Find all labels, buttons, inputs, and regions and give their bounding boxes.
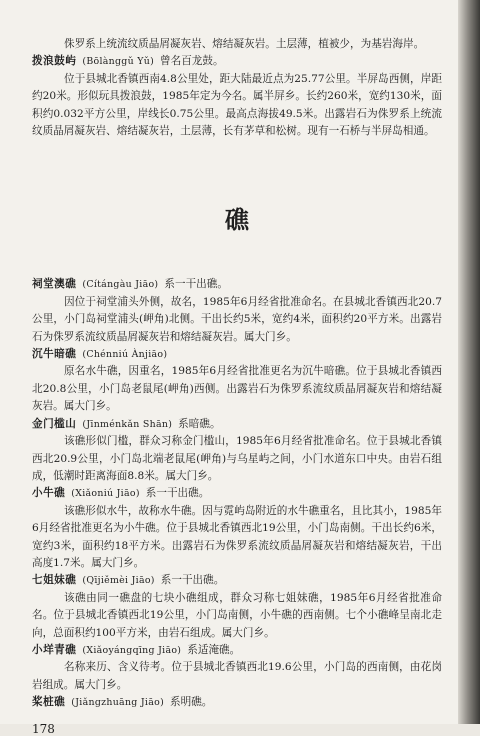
entry-head	[32, 572, 442, 589]
entry-body: 该礁由同一礁盘的七块小礁组成，群众习称七姐妹礁，1985年6月经省批准命名。位于县城北香镇西北19公里，小门岛南侧，小牛礁的西南侧。七个小礁峰呈南北走向，总面积约100平方米，由岩石组成。属大门乡。	[32, 591, 442, 639]
entry-jiang-zhuang	[32, 694, 442, 711]
entry-pinyin: (Qījiěmèi Jiāo)	[82, 575, 155, 587]
entry-pinyin: (Jīnménkǎn Shān)	[82, 418, 173, 430]
entry-head	[32, 485, 442, 502]
entry-pinyin: (Xiǎoniú Jiāo)	[71, 488, 140, 500]
entry-headword: 七姐妹礁	[32, 574, 77, 587]
entry-headword: 沉牛暗礁	[32, 348, 77, 361]
entry-headword: 小垟青礁	[32, 643, 77, 656]
entry-pinyin: (Xiǎoyángqīng Jiāo)	[82, 644, 182, 656]
entry-note: 系适淹礁。	[187, 643, 241, 656]
entry-qi-jie-mei	[32, 572, 442, 642]
entry-head	[32, 642, 442, 659]
entry-head	[32, 276, 442, 293]
entry-ci-tang	[32, 276, 442, 346]
entry-note: 系暗礁。	[178, 417, 221, 430]
spacer	[32, 248, 442, 276]
entry-note: 系一干出礁。	[160, 574, 225, 587]
book-spine-shadow	[458, 0, 480, 724]
section-title: 礁	[225, 206, 249, 235]
entry-pinyin: (Bōlànggǔ Yǔ)	[82, 56, 155, 68]
entry-note: 系明礁。	[170, 696, 213, 709]
entry-headword: 拨浪鼓屿	[32, 55, 77, 68]
entry-pinyin: (Chénniú Ànjiāo)	[82, 349, 168, 361]
entry-pinyin: (Cítángàu Jiāo)	[82, 279, 159, 291]
intro-tail-text: 侏罗系上统流纹质晶屑凝灰岩、熔结凝灰岩。土层薄，植被少，为基岩海岸。	[64, 38, 425, 50]
entry-body: 名称来历、含义待考。位于县城北香镇西北19.6公里，小门岛的西南侧，由花岗岩组成。属大门乡。	[32, 661, 442, 691]
entry-headword: 小牛礁	[32, 487, 66, 500]
entry-body: 因位于祠堂浦头外侧，故名，1985年6月经省批准命名。在县城北香镇西北20.7公里，小门岛祠堂浦头(岬角)北侧。干出长约5米，宽约4米，面积约20平方米。出露岩石为侏罗系流纹质晶屑凝灰岩和熔结凝灰岩。属大门乡。	[32, 295, 442, 343]
entry-body: 该礁形似门槛，群众习称金门槛山，1985年6月经省批准命名。位于县城北香镇西北20.9公里，小门岛北端老鼠尾(岬角)与乌星屿之间，小门水道东口中央。由岩石组成，低潮时距离海面8.8米。属大门乡。	[32, 435, 442, 482]
entry-body: 原名水牛礁，因重名，1985年6月经省批准更名为沉牛暗礁。位于县城北香镇西北20.8公里，小门岛老鼠尾(岬角)西侧。出露岩石为侏罗系流纹质晶屑凝灰岩和熔结凝灰岩。属大门乡。	[32, 365, 442, 413]
entry-head	[32, 346, 442, 363]
entry-xiao-niu	[32, 485, 442, 572]
entry-body: 该礁形似水牛，故称水牛礁。因与霓屿岛附近的水牛礁重名，且比其小，1985年6月经省批准更名为小牛礁。位于县城北香镇西北19公里，小门岛南侧。干出长约6米，宽约3米，面积约18平方米。出露岩石为侏罗系流纹质晶屑凝灰岩和熔结凝灰岩，干出高度1.7米。属大门乡。	[32, 504, 442, 569]
entry-chen-niu	[32, 346, 442, 416]
page-content	[32, 36, 442, 736]
entry-body-bolang: 位于县城北香镇西南4.8公里处，距大陆最近点为25.77公里。半屏岛西侧，岸距约20米。形似玩具拨浪鼓，1985年定为今名。属半屏乡。长约260米，宽约130米，面积约0.032平方公里，岸线长0.75公里。最高点海拔49.5米。出露岩石为侏罗系上统流纹质晶屑凝灰岩、熔结凝灰岩，土层薄，长有茅草和松树。现有一石桥与半屏岛相通。	[32, 72, 442, 138]
entry-headword: 祠堂澳礁	[32, 278, 77, 291]
entry-head-bolang	[32, 53, 442, 70]
spacer	[32, 140, 442, 192]
entry-pinyin: (Jiǎngzhuāng Jiāo)	[71, 697, 165, 709]
entry-headword: 金门槛山	[32, 417, 77, 430]
entry-headword: 桨桩礁	[32, 696, 66, 709]
entry-note: 曾名百龙鼓。	[160, 55, 224, 68]
entry-jin-men	[32, 416, 442, 486]
entry-note: 系一干出礁。	[164, 278, 228, 291]
page-number: 178	[32, 721, 55, 736]
entry-xiao-yang-qing	[32, 642, 442, 694]
entry-head	[32, 694, 442, 711]
entry-note: 系一干出礁。	[145, 487, 210, 500]
entry-head	[32, 416, 442, 433]
